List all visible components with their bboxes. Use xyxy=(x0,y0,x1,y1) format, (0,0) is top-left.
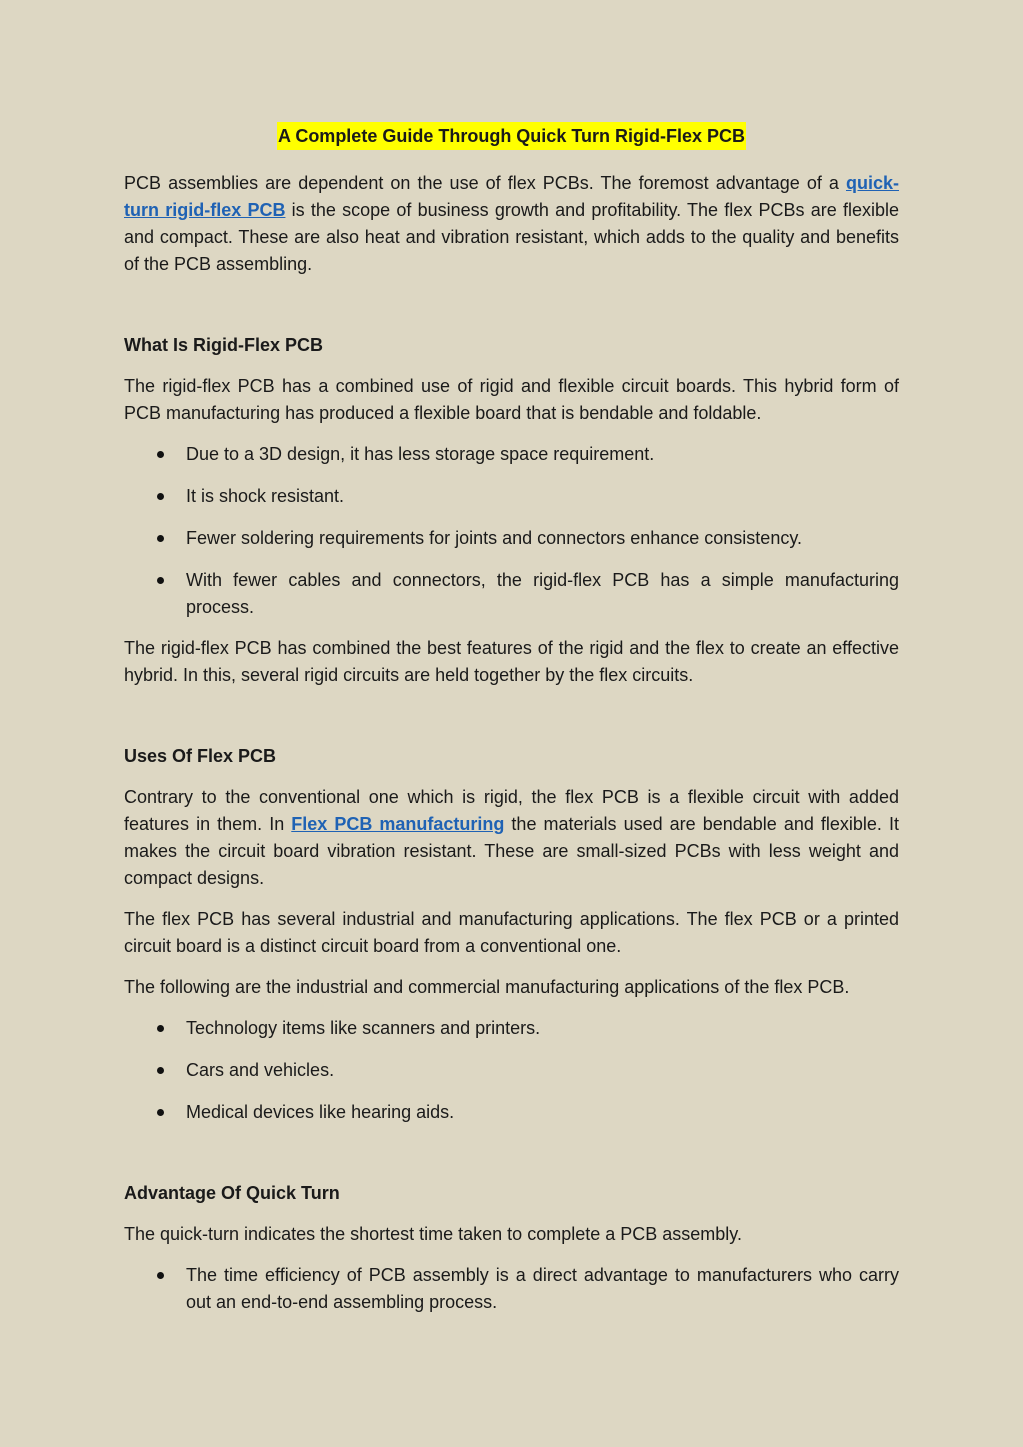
list-item xyxy=(124,1262,899,1316)
rigid-flex-bullet-list xyxy=(124,441,899,621)
bullet-icon xyxy=(157,1025,164,1032)
uses-text-before: Contrary to the conventional one which is rigid, the flex PCB is a flexible circuit with added features in them. In xyxy=(124,787,899,834)
flex-pcb-manufacturing-link[interactable]: Flex PCB manufacturing xyxy=(291,814,505,834)
bullet-icon xyxy=(157,577,164,584)
section-heading-advantage-quick-turn: Advantage Of Quick Turn xyxy=(124,1183,340,1203)
section-heading-rigid-flex: What Is Rigid-Flex PCB xyxy=(124,335,324,355)
title-container xyxy=(124,122,899,152)
list-item xyxy=(124,567,899,621)
list-item xyxy=(124,483,899,510)
list-item xyxy=(124,525,899,552)
rigid-flex-paragraph-1: The rigid-flex PCB has a combined use of rigid and flexible circuit boards. This hybrid form of PCB manufacturing has produced a flexible board that is bendable and foldable. xyxy=(124,376,899,423)
section-heading-uses-of-flex: Uses Of Flex PCB xyxy=(124,746,277,766)
advantage-paragraph-1: The quick-turn indicates the shortest time taken to complete a PCB assembly. xyxy=(124,1224,742,1244)
document-title: A Complete Guide Through Quick Turn Rigid-Flex PCB xyxy=(277,122,746,150)
uses-bullet-list xyxy=(124,1015,899,1126)
list-item-text: The time efficiency of PCB assembly is a direct advantage to manufacturers who carry out an end-to-end assembling process. xyxy=(186,1265,899,1312)
intro-text-before: PCB assemblies are dependent on the use of flex PCBs. The foremost advantage of a xyxy=(124,173,846,193)
list-item xyxy=(124,1015,899,1042)
list-item-text: Technology items like scanners and printers. xyxy=(186,1018,541,1038)
list-item xyxy=(124,1099,899,1126)
uses-text-after: the materials used are bendable and flexible. It makes the circuit board vibration resistant. These are small-sized PCBs with less weight and compact designs. xyxy=(124,814,899,888)
list-item xyxy=(124,1057,899,1084)
bullet-icon xyxy=(157,1067,164,1074)
list-item-text: Due to a 3D design, it has less storage space requirement. xyxy=(186,444,655,464)
rigid-flex-paragraph-2: The rigid-flex PCB has combined the best features of the rigid and the flex to create an effective hybrid. In this, several rigid circuits are held together by the flex circuits. xyxy=(124,638,899,685)
advantage-bullet-list xyxy=(124,1262,899,1316)
uses-paragraph-1 xyxy=(124,784,899,892)
uses-paragraph-2: The flex PCB has several industrial and manufacturing applications. The flex PCB or a printed circuit board is a distinct circuit board from a conventional one. xyxy=(124,909,899,956)
quick-turn-rigid-flex-pcb-link[interactable]: quick-turn rigid-flex PCB xyxy=(124,173,899,220)
intro-paragraph xyxy=(124,170,899,278)
list-item-text: It is shock resistant. xyxy=(186,486,345,506)
bullet-icon xyxy=(157,535,164,542)
bullet-icon xyxy=(157,1272,164,1279)
bullet-icon xyxy=(157,1109,164,1116)
bullet-icon xyxy=(157,451,164,458)
bullet-icon xyxy=(157,493,164,500)
list-item-text: With fewer cables and connectors, the rigid-flex PCB has a simple manufacturing process. xyxy=(186,570,899,617)
list-item xyxy=(124,441,899,468)
uses-paragraph-3: The following are the industrial and commercial manufacturing applications of the flex PCB. xyxy=(124,977,850,997)
list-item-text: Medical devices like hearing aids. xyxy=(186,1102,455,1122)
document-page xyxy=(124,122,899,1330)
intro-text-after: is the scope of business growth and profitability. The flex PCBs are flexible and compact. These are also heat and vibration resistant, which adds to the quality and benefits of the PCB assembling. xyxy=(124,200,899,274)
list-item-text: Cars and vehicles. xyxy=(186,1060,335,1080)
list-item-text: Fewer soldering requirements for joints and connectors enhance consistency. xyxy=(186,528,802,548)
